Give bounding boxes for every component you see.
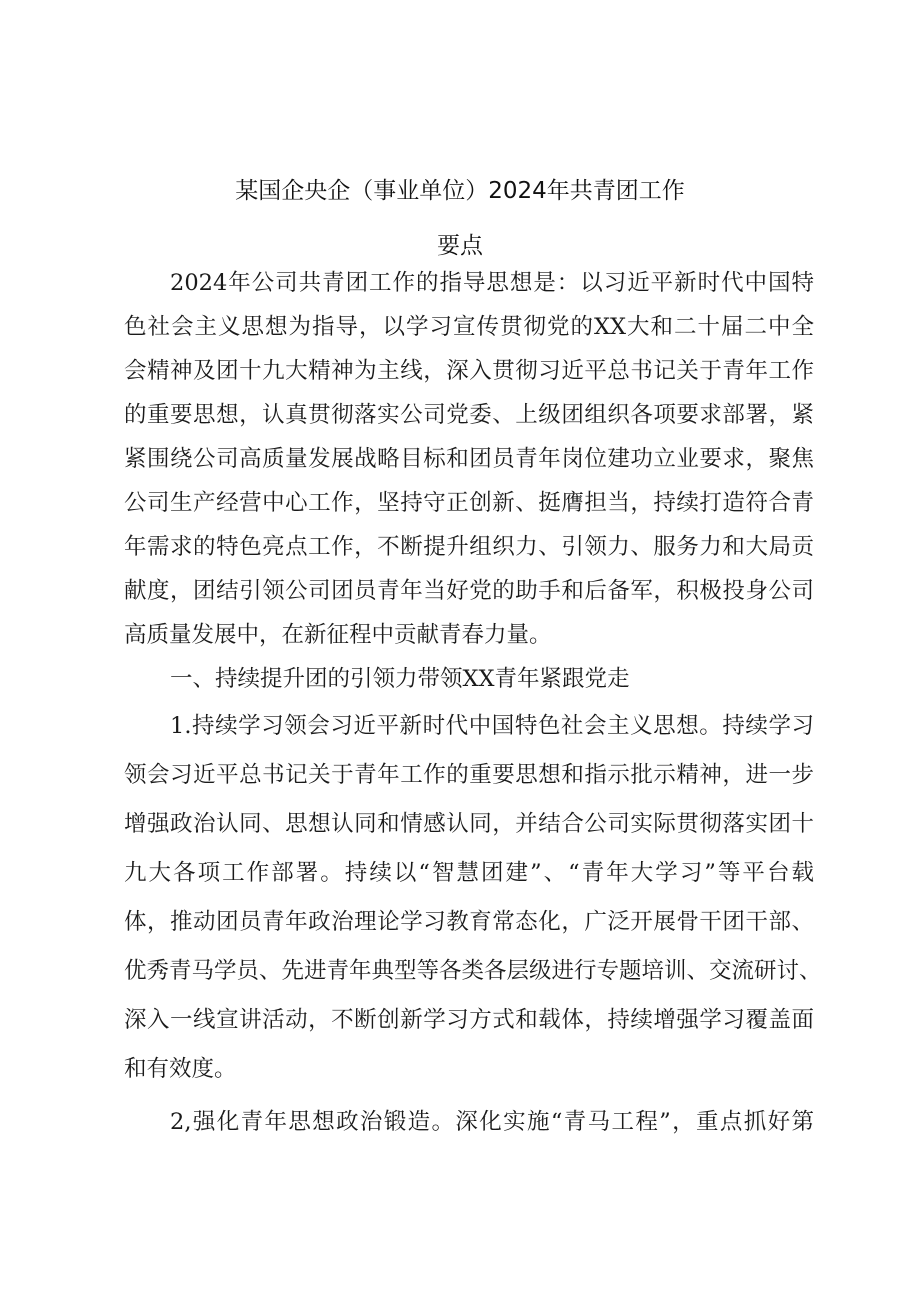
paragraph-line: 增强政治认同、思想认同和情感认同，并结合公司实际贯彻落实团十 — [124, 811, 814, 837]
paragraph-line: 2,强化青年思想政治锻造。深化实施“青马工程”，重点抓好第 — [170, 1109, 814, 1135]
paragraph-line: 会精神及团十九大精神为主线，深入贯彻习近平总书记关于青年工作 — [124, 358, 814, 384]
paragraph-line: 九大各项工作部署。持续以“智慧团建”、“青年大学习”等平台载 — [124, 860, 814, 886]
paragraph-line: 紧围绕公司高质量发展战略目标和团员青年岗位建功立业要求，聚焦 — [124, 446, 814, 472]
paragraph-line: 年需求的特色亮点工作，不断提升组织力、引领力、服务力和大局贡 — [124, 534, 814, 560]
document-title-continued: 要点 — [437, 233, 483, 259]
section-heading: 一、持续提升团的引领力带领XX青年紧跟党走 — [170, 666, 630, 692]
paragraph-line: 体，推动团员青年政治理论学习教育常态化，广泛开展骨干团干部、 — [124, 909, 814, 935]
paragraph-line: 和有效度。 — [124, 1056, 237, 1082]
paragraph-line: 2024年公司共青团工作的指导思想是：以习近平新时代中国特 — [170, 270, 814, 296]
paragraph-line: 1.持续学习领会习近平新时代中国特色社会主义思想。持续学习 — [170, 713, 814, 739]
paragraph-line: 公司生产经营中心工作，坚持守正创新、挺膺担当，持续打造符合青 — [124, 490, 814, 516]
paragraph-line: 色社会主义思想为指导，以学习宣传贯彻党的XX大和二十届二中全 — [124, 314, 814, 340]
paragraph-line: 深入一线宣讲活动，不断创新学习方式和载体，持续增强学习覆盖面 — [124, 1007, 814, 1033]
paragraph-line: 领会习近平总书记关于青年工作的重要思想和指示批示精神，进一步 — [124, 762, 814, 788]
paragraph-line: 优秀青马学员、先进青年典型等各类各层级进行专题培训、交流研讨、 — [124, 958, 822, 984]
document-title: 某国企央企（事业单位）2024年共青团工作 — [235, 178, 685, 204]
paragraph-line: 的重要思想，认真贯彻落实公司党委、上级团组织各项要求部署，紧 — [124, 402, 814, 428]
paragraph-line: 高质量发展中，在新征程中贡献青春力量。 — [124, 622, 552, 648]
paragraph-line: 献度，团结引领公司团员青年当好党的助手和后备军，积极投身公司 — [124, 578, 814, 604]
